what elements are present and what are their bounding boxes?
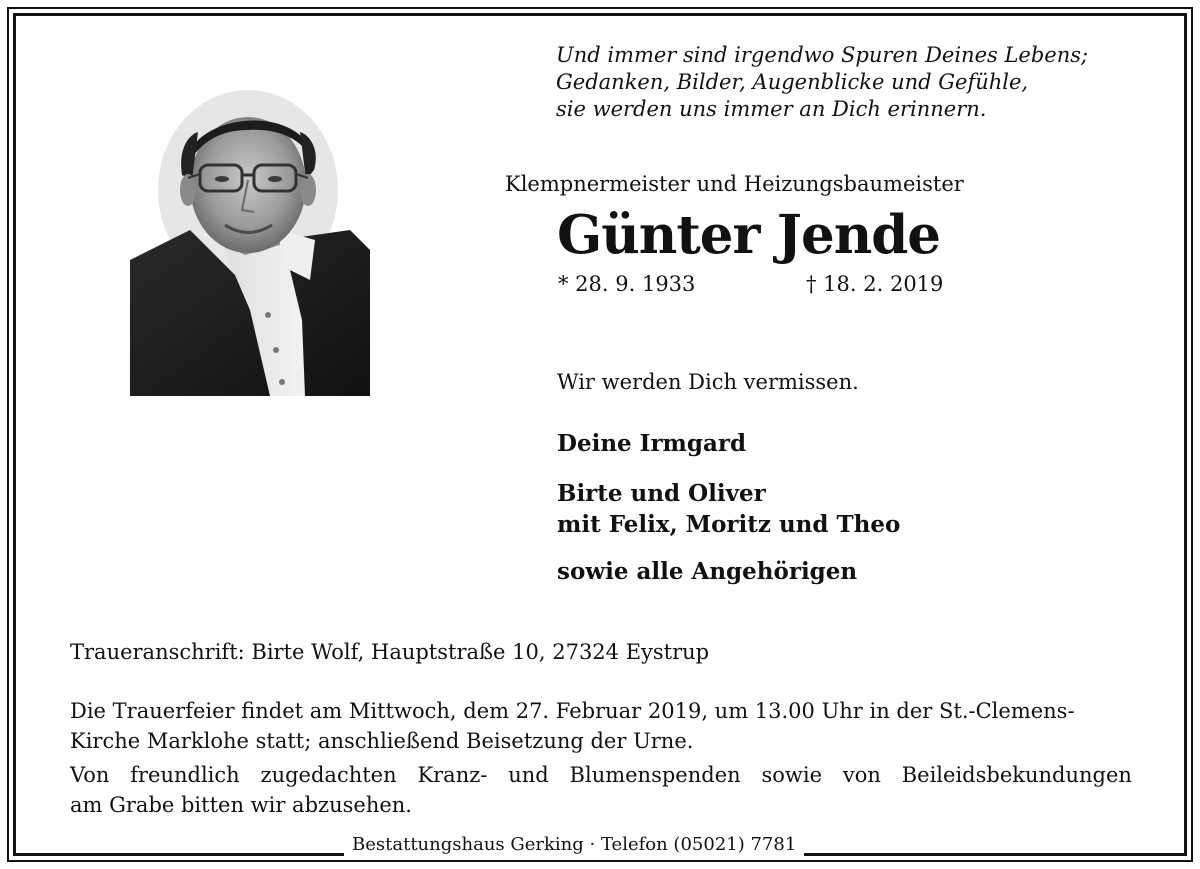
ceremony-info [70,696,1132,756]
quote-line: Und immer sind irgendwo Spuren Deines Lebens; [556,43,1089,67]
funeral-home-footer: Bestattungshaus Gerking · Telefon (05021) 7781 [344,833,804,857]
memorial-quote [556,42,1088,123]
donation-line [70,760,1132,790]
donation-word: zugedachten [260,763,397,787]
deceased-name: Günter Jende [557,204,941,266]
family-relatives: sowie alle Angehörigen [557,558,858,585]
donation-note [70,760,1132,820]
death-date: † 18. 2. 2019 [806,272,944,296]
donation-word: Kranz- [417,763,488,787]
donation-word: sowie [761,763,823,787]
deceased-profession: Klempnermeister und Heizungsbaumeister [505,172,964,196]
donation-word: freundlich [130,763,240,787]
donation-word: und [508,763,549,787]
quote-line: sie werden uns immer an Dich erinnern. [556,97,987,121]
donation-word: von [842,763,881,787]
family-children [557,478,900,540]
portrait-photo [130,80,370,396]
ceremony-line: Die Trauerfeier findet am Mittwoch, dem 27. Februar 2019, um 13.00 Uhr in der St.-Clemens- [70,699,1075,723]
farewell-line: Wir werden Dich vermissen. [557,370,859,394]
mourning-address: Traueranschrift: Birte Wolf, Hauptstraße 10, 27324 Eystrup [70,640,710,664]
family-spouse: Deine Irmgard [557,430,747,457]
family-line: Birte und Oliver [557,480,766,507]
family-line: mit Felix, Moritz und Theo [557,511,901,538]
donation-line: am Grabe bitten wir abzusehen. [70,793,412,817]
donation-word: Blumenspenden [569,763,741,787]
ceremony-line: Kirche Marklohe statt; anschließend Beisetzung der Urne. [70,729,694,753]
quote-line: Gedanken, Bilder, Augenblicke und Gefühle, [556,70,1029,94]
portrait-illustration [130,80,370,396]
donation-word: Von [70,763,110,787]
donation-word: Beileidsbekundungen [901,763,1132,787]
birth-date: * 28. 9. 1933 [558,272,696,296]
